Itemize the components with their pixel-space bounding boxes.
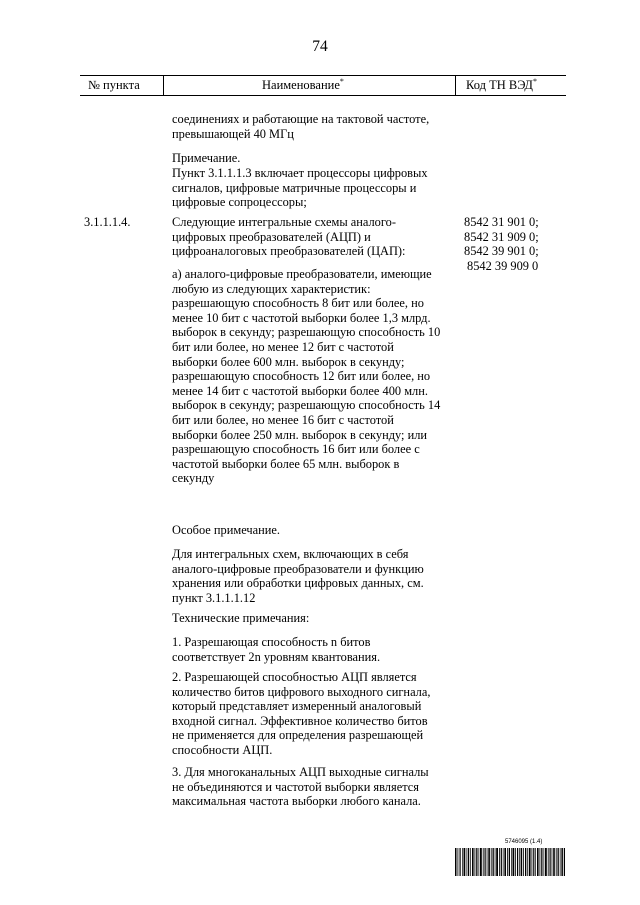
header-col-number: № пункта [88,78,140,92]
item-codes [464,215,539,273]
header-col-name: Наименование* [262,77,344,92]
code-line: 8542 39 901 0; [464,244,539,259]
header-top-rule [80,75,566,76]
note-text: Пункт 3.1.1.1.3 включает процессоры цифровых сигналов, цифровые матричные процессоры и цифровые сопроцессоры; [172,166,428,210]
footnote-mark: * [339,77,344,86]
continuation-text: соединениях и работающие на тактовой частоте, превышающей 40 МГц [172,112,430,141]
tech-notes-title: Технические примечания: [172,611,310,625]
code-line: 8542 39 909 0 [467,258,539,273]
header-divider-1 [163,75,164,95]
special-note-title: Особое примечание. [172,523,280,537]
header-divider-2 [455,75,456,95]
item-title: Следующие интегральные схемы аналого-цифровых преобразователей (АЦП) и цифроаналоговых преобразователей (ЦАП): [172,215,406,259]
tech-note-1: 1. Разрешающая способность n битов соответствует 2n уровням квантования. [172,635,381,664]
barcode-label: 5746095 (1.4) [505,839,543,845]
subitem-a: а) аналого-цифровые преобразователи, имеющие любую из следующих характеристик: разрешающую способность 8 бит или более, но менее 10 бит с частотой выборки более 1,3 млрд. выборок в секунду; разрешающую способность 10 бит или более, но менее 12 бит с частотой выборки более 600 млн. выборок в секунду; разрешающую способность 12 бит или более, но менее 14 бит с частотой выборки более 400 млн. выборок в секунду; разрешающую способность 14 бит или более, но менее 16 бит с частотой выборки более 250 млн. выборок в секунду; или разрешающую способность 16 бит или более с частотой выборки более 65 млн. выборок в секунду [172,267,441,486]
header-bottom-rule [80,95,566,96]
item-number: 3.1.1.1.4. [84,215,131,229]
note-title: Примечание. [172,151,241,165]
tech-note-2: 2. Разрешающей способностью АЦП является количество битов цифрового выходного сигнала, который представляет измеренный аналоговый входной сигнал. Эффективное количество битов не применяется для определения разрешающей способности АЦП. [172,670,431,757]
special-note-text: Для интегральных схем, включающих в себя аналого-цифровые преобразователи и функцию хранения или обработки цифровых данных, см. пункт 3.1.1.1.12 [172,547,424,605]
tech-note-3: 3. Для многоканальных АЦП выходные сигналы не объединяются и частотой выборки является максимальная частота выборки любого канала. [172,765,429,809]
code-line: 8542 31 901 0; [464,215,539,229]
code-line: 8542 31 909 0; [464,229,539,244]
header-col-code: Код ТН ВЭД* [466,77,537,92]
barcode-image [455,848,565,876]
footnote-mark: * [532,77,537,86]
page-number: 74 [312,38,328,55]
